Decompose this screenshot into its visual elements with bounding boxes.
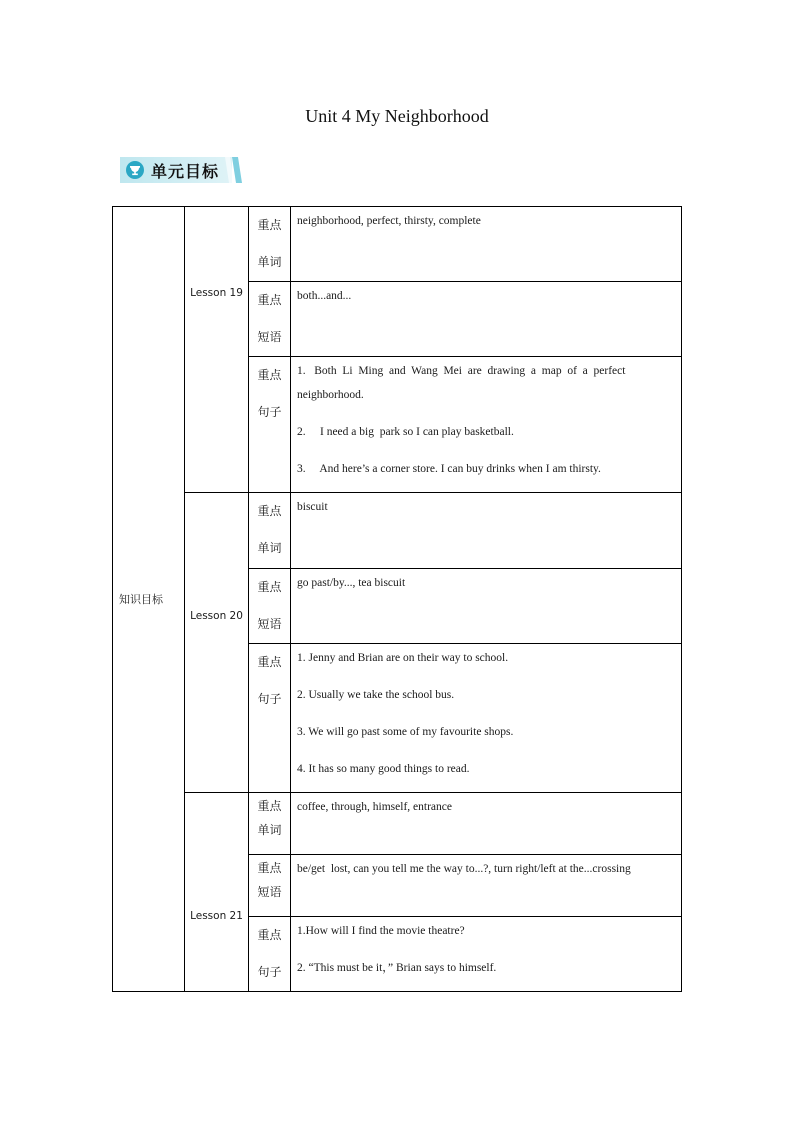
table-row	[113, 793, 682, 855]
type-cell: 重点 短语	[249, 569, 291, 644]
type-cell: 重点 句子	[249, 357, 291, 493]
banner-label: 单元目标	[151, 162, 220, 181]
lesson-cell	[185, 207, 249, 493]
sentence-text: 2. Usually we take the school bus.	[297, 689, 455, 701]
content-cell	[291, 644, 682, 793]
sentence-text: 1. Jenny and Brian are on their way to school.	[297, 652, 509, 664]
content-cell	[291, 207, 682, 282]
category-label: 知识目标	[119, 593, 163, 606]
type-cell: 重点 句子	[249, 644, 291, 793]
sentence-text: neighborhood.	[297, 389, 364, 401]
sentence-text: 1.How will I find the movie theatre?	[297, 925, 465, 937]
sentence-text: 3. And here’s a corner store. I can buy drinks when I am thirsty.	[297, 463, 601, 475]
lesson-name: Lesson 20	[190, 610, 243, 622]
words-text: biscuit	[297, 501, 328, 513]
words-text: neighborhood, perfect, thirsty, complete	[297, 215, 481, 227]
type-cell: 重点 短语	[249, 282, 291, 357]
phrases-text: both...and...	[297, 290, 352, 302]
lesson-name: Lesson 19	[190, 287, 243, 299]
type-cell: 重点 句子	[249, 917, 291, 992]
sentence-text: 2. I need a big park so I can play basketball.	[297, 426, 514, 438]
content-cell	[291, 793, 682, 855]
lesson-cell	[185, 493, 249, 793]
content-cell	[291, 855, 682, 917]
content-cell	[291, 917, 682, 992]
phrases-text: go past/by..., tea biscuit	[297, 577, 406, 589]
lesson-name: Lesson 21	[190, 910, 243, 922]
words-text: coffee, through, himself, entrance	[297, 801, 452, 813]
content-cell	[291, 282, 682, 357]
sentence-text: 2. “This must be it，” Brian says to himself.	[297, 962, 497, 974]
content-cell	[291, 569, 682, 644]
type-cell: 重点 单词	[249, 207, 291, 282]
sentence-text: 4. It has so many good things to read.	[297, 763, 470, 775]
content-cell	[291, 357, 682, 493]
category-cell	[113, 207, 185, 992]
type-cell: 重点 单词	[249, 793, 291, 855]
type-cell: 重点 短语	[249, 855, 291, 917]
table-row	[113, 493, 682, 569]
table-row	[113, 207, 682, 282]
section-banner	[120, 157, 242, 183]
type-cell: 重点 单词	[249, 493, 291, 569]
lesson-cell	[185, 793, 249, 992]
sentence-text: 1. Both Li Ming and Wang Mei are drawing a map of a perfect	[297, 365, 626, 377]
sentence-text: 3. We will go past some of my favourite shops.	[297, 726, 514, 738]
page-title: Unit 4 My Neighborhood	[305, 106, 489, 126]
unit-goals-table	[112, 206, 682, 992]
phrases-text: be/get lost, can you tell me the way to...?, turn right/left at the...crossing	[297, 863, 631, 875]
trophy-icon	[126, 161, 144, 179]
content-cell	[291, 493, 682, 569]
